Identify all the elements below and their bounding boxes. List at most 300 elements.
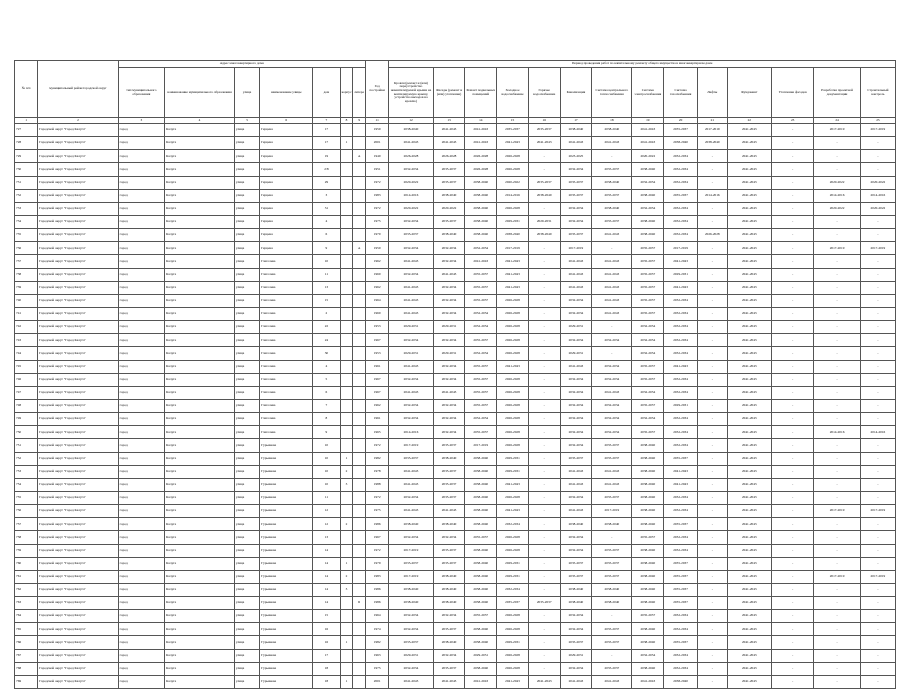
table-cell: - xyxy=(528,623,560,636)
table-cell: 2035-2037 xyxy=(592,544,632,557)
table-cell: Калуга xyxy=(165,478,235,491)
table-cell: 2041-2043 xyxy=(727,189,771,202)
table-cell: 2041-2043 xyxy=(727,623,771,636)
table-cell xyxy=(340,347,353,360)
table-cell: город xyxy=(118,307,165,320)
table-cell: - xyxy=(528,373,560,386)
table-cell: 2026-2028 xyxy=(497,399,529,412)
table-cell: 759 xyxy=(15,544,38,557)
table-cell: - xyxy=(814,544,861,557)
table-cell: 2035-2037 xyxy=(664,557,698,570)
table-cell: - xyxy=(814,334,861,347)
table-cell xyxy=(340,662,353,675)
table-cell: 2020-2022 xyxy=(860,202,895,215)
table-cell: - xyxy=(772,281,814,294)
table-cell: - xyxy=(772,255,814,268)
table-cell: город xyxy=(118,242,165,255)
table-cell: - xyxy=(772,347,814,360)
table-cell: 2038-2040 xyxy=(632,623,664,636)
table-cell: 2014-2016 xyxy=(389,426,433,439)
table-cell: 2032-2034 xyxy=(632,321,664,334)
table-cell: Городской округ "Город Калуга" xyxy=(38,255,118,268)
table-cell: город xyxy=(118,347,165,360)
table-cell: 2032-2034 xyxy=(560,294,592,307)
table-cell: 2038-2040 xyxy=(632,452,664,465)
table-cell: - xyxy=(860,557,895,570)
table-cell xyxy=(353,570,366,583)
table-cell: 2026-2028 xyxy=(497,202,529,215)
table-cell: 2017-2019 xyxy=(592,505,632,518)
table-cell xyxy=(340,597,353,610)
table-cell: 17 xyxy=(313,137,340,150)
table-cell xyxy=(353,176,366,189)
table-cell xyxy=(340,150,353,163)
table-cell: Городской округ "Город Калуга" xyxy=(38,439,118,452)
table-cell: 2032-2034 xyxy=(433,360,465,373)
table-cell: - xyxy=(814,649,861,662)
table-cell: Калуга xyxy=(165,137,235,150)
table-cell: 727 xyxy=(15,124,38,137)
table-cell: Калуга xyxy=(165,294,235,307)
table-cell: - xyxy=(528,242,560,255)
table-cell: 2 xyxy=(313,307,340,320)
table-cell: 2032-2034 xyxy=(433,413,465,426)
table-cell: 2035-2037 xyxy=(389,557,433,570)
table-cell: 1972 xyxy=(366,544,389,557)
table-row xyxy=(15,544,896,557)
table-row xyxy=(15,255,896,268)
table-cell: 2035-2037 xyxy=(664,597,698,610)
table-cell: Городской округ "Город Калуга" xyxy=(38,623,118,636)
table-cell: 2032-2034 xyxy=(560,439,592,452)
table-cell: улица xyxy=(234,307,259,320)
table-cell: 2029-2031 xyxy=(560,347,592,360)
table-cell: 755 xyxy=(15,491,38,504)
table-cell: 2035-2037 xyxy=(528,176,560,189)
table-cell: 2032-2034 xyxy=(560,662,592,675)
table-cell: Глаголева xyxy=(260,413,313,426)
table-cell: 2029-2031 xyxy=(664,268,698,281)
table-cell: 2041-2043 xyxy=(592,268,632,281)
table-cell: 2017-2019 xyxy=(860,124,895,137)
table-cell: - xyxy=(528,439,560,452)
table-cell: 2032-2034 xyxy=(465,413,497,426)
table-cell: 2020-2022 xyxy=(814,202,861,215)
table-cell: 2041-2043 xyxy=(727,649,771,662)
column-number: 17 xyxy=(560,118,592,124)
table-cell: 2035-2037 xyxy=(632,281,664,294)
table-cell: 2041-2043 xyxy=(727,557,771,570)
table-cell: 9 xyxy=(313,242,340,255)
table-cell: 2026-2028 xyxy=(465,163,497,176)
table-cell: 2041-2043 xyxy=(433,675,465,688)
table-cell: - xyxy=(698,675,728,688)
table-cell: - xyxy=(698,255,728,268)
table-cell: 2035-2037 xyxy=(664,452,698,465)
table-cell xyxy=(353,465,366,478)
table-cell: - xyxy=(698,570,728,583)
table-cell: 1 xyxy=(340,636,353,649)
table-cell: - xyxy=(860,294,895,307)
table-cell: Городской округ "Город Калуга" xyxy=(38,281,118,294)
table-cell: город xyxy=(118,662,165,675)
table-cell: - xyxy=(698,491,728,504)
table-cell: - xyxy=(698,610,728,623)
table-cell: улица xyxy=(234,623,259,636)
table-cell: 2 xyxy=(340,570,353,583)
table-cell: 2032-2034 xyxy=(664,544,698,557)
table-cell: 2032-2034 xyxy=(664,649,698,662)
table-cell: - xyxy=(860,229,895,242)
table-cell: 2038-2040 xyxy=(497,229,529,242)
table-cell: 2017-2019 xyxy=(860,242,895,255)
table-cell: город xyxy=(118,439,165,452)
table-cell: - xyxy=(698,597,728,610)
table-cell: 2041-2043 xyxy=(727,597,771,610)
table-cell: 2041-2043 xyxy=(727,505,771,518)
table-cell: 2035-2037 xyxy=(632,426,664,439)
col-header: тип муниципального образования xyxy=(118,68,165,118)
table-cell: улица xyxy=(234,281,259,294)
table-cell: город xyxy=(118,583,165,596)
table-cell: 2032-2034 xyxy=(664,229,698,242)
table-cell: Городской округ "Город Калуга" xyxy=(38,597,118,610)
table-cell: 752 xyxy=(15,452,38,465)
table-cell: улица xyxy=(234,163,259,176)
table-cell: - xyxy=(528,399,560,412)
table-cell: 2032-2034 xyxy=(664,373,698,386)
table-cell: 2041-2043 xyxy=(389,465,433,478)
table-cell: улица xyxy=(234,215,259,228)
table-cell: 2038-2040 xyxy=(465,518,497,531)
table-cell: 2032-2034 xyxy=(389,399,433,412)
table-cell: - xyxy=(698,399,728,412)
table-cell: - xyxy=(592,242,632,255)
table-cell: 2020-2022 xyxy=(389,202,433,215)
table-cell: - xyxy=(698,347,728,360)
table-cell: - xyxy=(528,360,560,373)
table-cell: - xyxy=(698,426,728,439)
table-row xyxy=(15,242,896,255)
table-cell xyxy=(353,347,366,360)
table-cell: город xyxy=(118,491,165,504)
table-cell: 2041-2043 xyxy=(727,439,771,452)
table-cell: город xyxy=(118,518,165,531)
table-cell: 2035-2037 xyxy=(592,636,632,649)
table-cell: - xyxy=(860,662,895,675)
table-cell: 2038-2040 xyxy=(592,176,632,189)
table-cell: 2038-2040 xyxy=(632,570,664,583)
table-cell: 2035-2037 xyxy=(632,531,664,544)
schedule-table xyxy=(14,60,896,689)
table-cell: 13 xyxy=(313,281,340,294)
table-cell: 2041-2043 xyxy=(727,399,771,412)
table-cell: Калуга xyxy=(165,570,235,583)
table-cell: - xyxy=(698,202,728,215)
table-cell: 2041-2043 xyxy=(433,505,465,518)
table-cell: 2035-2037 xyxy=(664,189,698,202)
table-cell: - xyxy=(528,386,560,399)
table-cell: 2038-2040 xyxy=(433,636,465,649)
table-cell: - xyxy=(772,531,814,544)
table-cell: - xyxy=(814,360,861,373)
table-cell: 2026-2028 xyxy=(497,373,529,386)
table-cell: улица xyxy=(234,294,259,307)
table-cell: 732 xyxy=(15,189,38,202)
table-cell: - xyxy=(772,478,814,491)
table-cell: город xyxy=(118,478,165,491)
table-cell: 2035-2037 xyxy=(592,452,632,465)
table-cell: город xyxy=(118,124,165,137)
table-cell: - xyxy=(860,583,895,596)
table-cell: - xyxy=(698,662,728,675)
table-cell: Герцена xyxy=(260,150,313,163)
table-cell: 2038-2040 xyxy=(632,505,664,518)
table-cell xyxy=(353,268,366,281)
table-cell: 2035-2037 xyxy=(433,478,465,491)
table-cell: - xyxy=(860,491,895,504)
table-cell: - xyxy=(814,531,861,544)
table-cell: - xyxy=(772,557,814,570)
table-cell xyxy=(340,373,353,386)
table-cell: 2041-2043 xyxy=(632,124,664,137)
column-number: 23 xyxy=(772,118,814,124)
table-cell: 2032-2034 xyxy=(433,610,465,623)
table-cell: 2041-2043 xyxy=(664,255,698,268)
table-cell: 758 xyxy=(15,531,38,544)
table-cell: Глаголева xyxy=(260,294,313,307)
table-cell: 2041-2043 xyxy=(727,150,771,163)
column-number: 15 xyxy=(497,118,529,124)
table-cell: Калуга xyxy=(165,399,235,412)
table-cell: 2041-2043 xyxy=(497,137,529,150)
table-cell: Городской округ "Город Калуга" xyxy=(38,215,118,228)
table-cell: 2041-2043 xyxy=(433,268,465,281)
column-number: 13 xyxy=(433,118,465,124)
table-row xyxy=(15,439,896,452)
table-cell xyxy=(340,413,353,426)
table-cell: 2041-2043 xyxy=(465,124,497,137)
column-number: 20 xyxy=(664,118,698,124)
table-cell: - xyxy=(860,636,895,649)
table-cell: - xyxy=(860,163,895,176)
table-cell: улица xyxy=(234,505,259,518)
table-cell: - xyxy=(772,124,814,137)
table-cell: - xyxy=(772,583,814,596)
table-cell: Городской округ "Город Калуга" xyxy=(38,124,118,137)
col-header: литера xyxy=(353,68,366,118)
table-cell: 2032-2034 xyxy=(389,531,433,544)
table-cell: 2032-2034 xyxy=(465,307,497,320)
table-cell: город xyxy=(118,636,165,649)
table-cell: 2041-2043 xyxy=(592,281,632,294)
table-cell: 2032-2034 xyxy=(592,413,632,426)
table-row xyxy=(15,557,896,570)
table-cell: 1983 xyxy=(366,189,389,202)
table-cell: 2035-2037 xyxy=(465,281,497,294)
table-cell: улица xyxy=(234,597,259,610)
table-row xyxy=(15,124,896,137)
table-cell: Калуга xyxy=(165,334,235,347)
table-cell: 2038-2040 xyxy=(465,662,497,675)
table-cell: 2032-2034 xyxy=(592,360,632,373)
table-cell: 1986 xyxy=(366,518,389,531)
table-cell: 735 xyxy=(15,229,38,242)
table-cell: - xyxy=(528,610,560,623)
table-cell: 2032-2034 xyxy=(664,294,698,307)
table-cell: 2026-2028 xyxy=(497,623,529,636)
col-header: улица xyxy=(234,68,259,118)
table-cell: 1982 xyxy=(366,636,389,649)
table-cell: 1967 xyxy=(366,373,389,386)
table-cell: 2041-2043 xyxy=(560,268,592,281)
table-cell: 2029-2031 xyxy=(497,465,529,478)
table-cell: 2032-2034 xyxy=(389,413,433,426)
table-cell: - xyxy=(698,413,728,426)
table-cell: 2035-2037 xyxy=(433,662,465,675)
table-cell: 2035-2037 xyxy=(632,373,664,386)
table-cell: Калуга xyxy=(165,662,235,675)
table-cell: - xyxy=(814,373,861,386)
table-cell: 2041-2043 xyxy=(389,478,433,491)
table-cell: Калуга xyxy=(165,281,235,294)
table-cell: Калуга xyxy=(165,386,235,399)
table-cell xyxy=(353,610,366,623)
table-row xyxy=(15,334,896,347)
table-cell: 2023-2025 xyxy=(560,150,592,163)
table-cell: 1953 xyxy=(366,321,389,334)
table-cell xyxy=(353,294,366,307)
table-cell: 2032-2034 xyxy=(664,150,698,163)
table-cell: - xyxy=(860,334,895,347)
table-cell xyxy=(353,124,366,137)
column-number: 19 xyxy=(632,118,664,124)
table-cell: 736 xyxy=(15,242,38,255)
table-cell: город xyxy=(118,163,165,176)
table-cell: Городской округ "Город Калуга" xyxy=(38,583,118,596)
table-cell: - xyxy=(814,518,861,531)
table-cell: 2029-2031 xyxy=(497,636,529,649)
column-number: 4 xyxy=(165,118,235,124)
table-cell: 2035-2037 xyxy=(592,557,632,570)
table-cell: город xyxy=(118,176,165,189)
table-cell: 2041-2043 xyxy=(664,465,698,478)
table-cell: 1950 xyxy=(366,242,389,255)
table-cell: Б xyxy=(353,597,366,610)
table-cell: 2032-2034 xyxy=(560,373,592,386)
table-cell: Городской округ "Город Калуга" xyxy=(38,570,118,583)
table-cell xyxy=(340,307,353,320)
table-cell: - xyxy=(814,307,861,320)
table-cell: город xyxy=(118,268,165,281)
table-cell: 2035-2037 xyxy=(592,189,632,202)
table-cell: 756 xyxy=(15,505,38,518)
table-cell: - xyxy=(860,150,895,163)
table-cell: Калуга xyxy=(165,189,235,202)
table-cell: - xyxy=(528,570,560,583)
table-cell: А xyxy=(353,150,366,163)
table-cell: Глаголева xyxy=(260,360,313,373)
table-cell: 2041-2043 xyxy=(727,531,771,544)
table-cell: Гурьянова xyxy=(260,570,313,583)
table-cell: 740 xyxy=(15,294,38,307)
table-cell: 3 xyxy=(340,478,353,491)
table-cell: 2032-2034 xyxy=(664,202,698,215)
table-cell: 2026-2028 xyxy=(497,307,529,320)
table-cell: 2032-2034 xyxy=(560,215,592,228)
table-cell: - xyxy=(772,150,814,163)
table-cell: 2017-2019 xyxy=(664,242,698,255)
table-cell: 2035-2037 xyxy=(465,294,497,307)
table-cell: - xyxy=(814,675,861,688)
table-cell: 2032-2034 xyxy=(389,334,433,347)
table-cell: улица xyxy=(234,544,259,557)
table-cell xyxy=(340,439,353,452)
table-cell: Городской округ "Город Калуга" xyxy=(38,544,118,557)
table-cell: 2032-2034 xyxy=(433,649,465,662)
table-cell: - xyxy=(528,583,560,596)
table-cell: улица xyxy=(234,636,259,649)
table-cell: 2017-2019 xyxy=(814,124,861,137)
table-cell: Городской округ "Город Калуга" xyxy=(38,452,118,465)
table-cell: город xyxy=(118,426,165,439)
table-cell: - xyxy=(814,255,861,268)
table-cell: 2041-2043 xyxy=(465,255,497,268)
table-cell: 2035-2037 xyxy=(560,557,592,570)
table-row xyxy=(15,307,896,320)
table-cell xyxy=(353,386,366,399)
table-cell: улица xyxy=(234,373,259,386)
column-number: 22 xyxy=(727,118,771,124)
table-cell: - xyxy=(860,439,895,452)
table-cell: - xyxy=(528,531,560,544)
table-cell: 2041-2043 xyxy=(727,176,771,189)
table-cell: - xyxy=(528,505,560,518)
table-cell: 2032-2034 xyxy=(664,215,698,228)
table-cell: 2038-2040 xyxy=(465,623,497,636)
table-cell: - xyxy=(698,557,728,570)
table-cell: улица xyxy=(234,426,259,439)
table-cell: Глаголева xyxy=(260,347,313,360)
table-cell: 2032-2034 xyxy=(592,426,632,439)
table-cell: Герцена xyxy=(260,229,313,242)
table-cell xyxy=(353,623,366,636)
table-cell: 2035-2037 xyxy=(592,623,632,636)
table-cell: 31 xyxy=(313,202,340,215)
table-cell: 2 xyxy=(340,465,353,478)
table-cell: 2032-2034 xyxy=(560,531,592,544)
table-cell: Глаголева xyxy=(260,373,313,386)
table-cell xyxy=(340,215,353,228)
table-cell: 2014-2016 xyxy=(860,426,895,439)
table-cell: - xyxy=(772,518,814,531)
table-cell: 2032-2034 xyxy=(664,505,698,518)
column-number: 7 xyxy=(313,118,340,124)
table-cell: 1975 xyxy=(366,215,389,228)
table-cell: - xyxy=(772,649,814,662)
table-cell: 2035-2037 xyxy=(465,334,497,347)
table-cell: - xyxy=(698,294,728,307)
table-cell xyxy=(353,557,366,570)
table-cell: Городской округ "Город Калуга" xyxy=(38,531,118,544)
col-header: Фундамент xyxy=(727,68,771,118)
table-cell: - xyxy=(528,202,560,215)
table-cell: 2032-2034 xyxy=(664,610,698,623)
table-cell: 2035-2037 xyxy=(497,124,529,137)
table-cell: 18 xyxy=(313,675,340,688)
table-cell: 2041-2043 xyxy=(727,544,771,557)
table-cell: 2035-2037 xyxy=(592,570,632,583)
